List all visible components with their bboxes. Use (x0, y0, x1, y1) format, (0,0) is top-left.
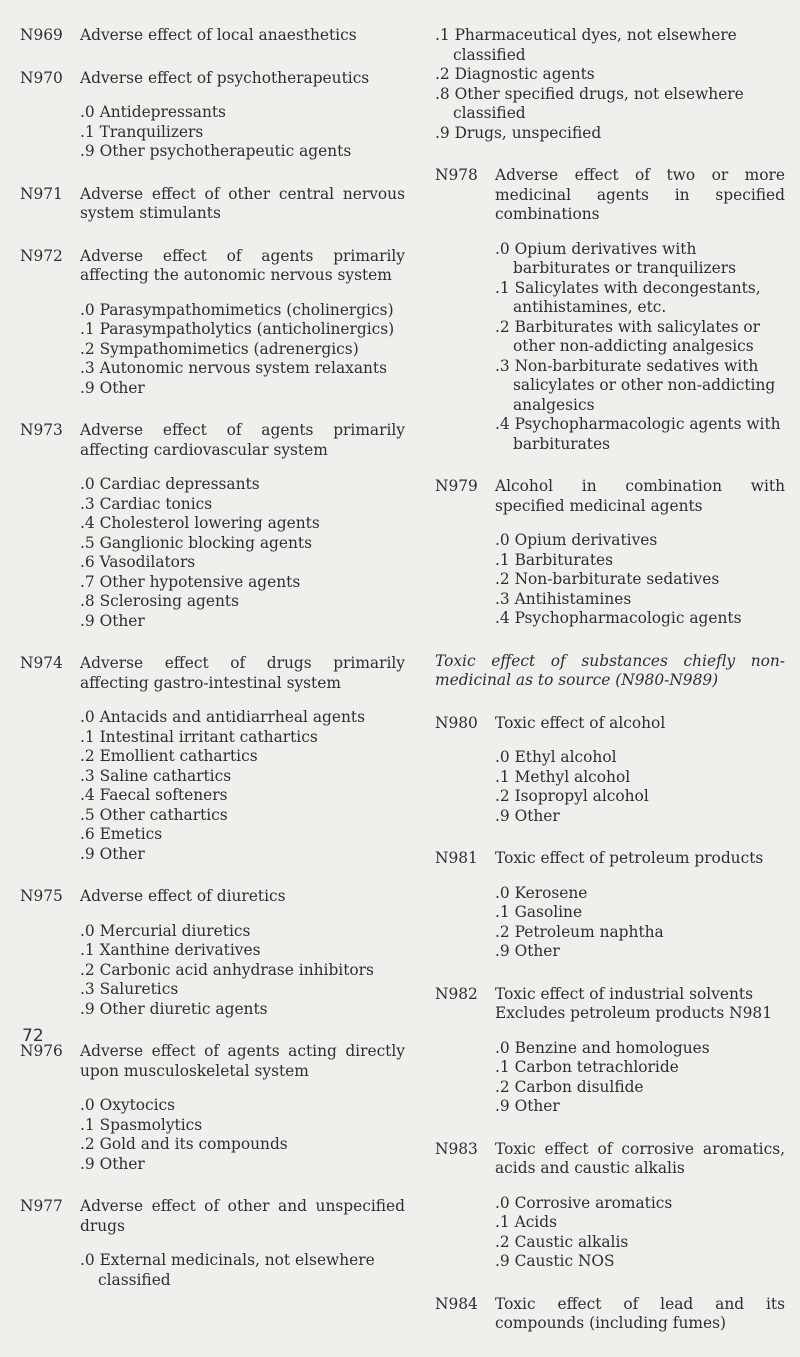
subcategory-item: .9 Other diuretic agents (80, 999, 268, 1018)
subcategory-item: .6 Vasodilators (80, 553, 196, 571)
left-column (20, 26, 405, 1313)
subcategory-list (80, 301, 405, 399)
entry-title: Adverse effect of psychotherapeutics (80, 68, 370, 87)
entry-code: N972 (20, 246, 63, 265)
subcategory-item: .8 Other specified drugs, not elsewhere classified (435, 84, 744, 122)
subcategory-item: .0 External medicinals, not elsewhere classified (80, 1251, 375, 1289)
subcategory-item: .9 Other (80, 844, 145, 863)
subcategory-item: .0 Parasympathomimetics (cholinergics) (80, 300, 394, 319)
subcategory-item: .1 Gasoline (495, 903, 583, 921)
subcategory-item: .6 Emetics (80, 825, 163, 843)
entry-code: N969 (20, 26, 63, 44)
subcategory-list (80, 922, 405, 1020)
section-heading: Toxic effect of substances chiefly non-medicinal as to source (N980-N989) (435, 651, 785, 689)
subcategory-item: .9 Caustic NOS (495, 1252, 615, 1270)
right-column (435, 26, 785, 1357)
subcategory-item: .0 Corrosive aromatics (495, 1193, 673, 1212)
entry-title: Adverse effect of agents primarily affecting cardiovascular system (80, 421, 405, 459)
subcategory-item: .9 Other (495, 806, 560, 825)
subcategory-list (495, 1039, 785, 1117)
entry-title: Alcohol in combination with specified medicinal agents (495, 477, 785, 515)
subcategory-item: .1 Pharmaceutical dyes, not elsewhere classified (435, 26, 737, 64)
entry-code: N983 (435, 1139, 478, 1158)
subcategory-item: .2 Sympathomimetics (adrenergics) (80, 339, 359, 358)
subcategory-item: .2 Isopropyl alcohol (495, 787, 649, 805)
subcategory-item: .9 Other psychotherapeutic agents (80, 142, 352, 160)
subcategory-item: .2 Non-barbiturate sedatives (495, 570, 720, 588)
subcategory-item: .2 Emollient cathartics (80, 747, 258, 765)
entry-n982 (435, 985, 785, 1117)
subcategory-item: .7 Other hypotensive agents (80, 572, 301, 591)
entry-n970 (20, 69, 405, 162)
entry-n980 (435, 714, 785, 827)
entry-code: N971 (20, 184, 63, 203)
entry-title: Adverse effect of two or more medicinal agents in specified combinations (495, 166, 785, 223)
subcategory-item: .1 Carbon tetrachloride (495, 1058, 679, 1076)
subcategory-item: .2 Caustic alkalis (495, 1232, 629, 1251)
entry-n974 (20, 654, 405, 864)
subcategory-item: .3 Saline cathartics (80, 766, 232, 785)
entry-n971 (20, 185, 405, 224)
entry-n979 (435, 477, 785, 629)
entry-title: Adverse effect of agents primarily affecting the autonomic nervous system (80, 246, 405, 284)
subcategory-item: .9 Other (80, 1154, 145, 1173)
subcategory-item: .5 Other cathartics (80, 805, 228, 824)
subcategory-item: .0 Oxytocics (80, 1096, 176, 1114)
subcategory-item: .0 Opium derivatives with barbiturates or tranquilizers (495, 239, 737, 277)
subcategory-item: .1 Intestinal irritant cathartics (80, 727, 318, 746)
entry-code: N977 (20, 1197, 63, 1215)
entry-code: N980 (435, 713, 478, 732)
subcategory-list (495, 240, 785, 455)
subcategory-list (80, 708, 405, 864)
entry-title: Adverse effect of agents acting directly upon musculoskeletal system (80, 1042, 405, 1080)
subcategory-item: .1 Acids (495, 1213, 557, 1231)
subcategory-item: .0 Kerosene (495, 883, 588, 902)
subcategory-item: .1 Tranquilizers (80, 122, 204, 141)
subcategory-item: .0 Benzine and homologues (495, 1038, 710, 1057)
subcategory-item: .1 Xanthine derivatives (80, 941, 261, 959)
subcategory-item: .1 Parasympatholytics (anticholinergics) (80, 320, 395, 338)
entry-code: N975 (20, 887, 63, 905)
subcategory-list (495, 748, 785, 826)
entry-code: N970 (20, 68, 63, 87)
subcategory-item: .4 Psychopharmacologic agents (495, 609, 742, 627)
entry-n984 (435, 1295, 785, 1334)
subcategory-item: .2 Gold and its compounds (80, 1135, 288, 1153)
subcategory-item: .2 Carbon disulfide (495, 1077, 644, 1096)
subcategory-item: .8 Sclerosing agents (80, 592, 240, 610)
entry-title: Adverse effect of other and unspecified drugs (80, 1197, 405, 1235)
subcategory-item: .1 Spasmolytics (80, 1115, 203, 1134)
subcategory-item: .2 Carbonic acid anhydrase inhibitors (80, 960, 374, 979)
entry-code: N973 (20, 421, 63, 439)
subcategory-list (80, 1251, 405, 1290)
entry-title: Adverse effect of drugs primarily affecting gastro-intestinal system (80, 654, 405, 692)
entry-title: Adverse effect of local anaesthetics (80, 26, 357, 44)
subcategory-item: .3 Saluretics (80, 980, 179, 998)
entry-code: N976 (20, 1042, 63, 1060)
entry-code: N981 (435, 849, 478, 867)
entry-n973 (20, 421, 405, 631)
subcategory-item: .0 Cardiac depressants (80, 475, 260, 493)
entry-title: Toxic effect of corrosive aromatics, acids and caustic alkalis (495, 1139, 785, 1177)
subcategory-item: .9 Other (495, 942, 560, 960)
subcategory-list (80, 1096, 405, 1174)
subcategory-item: .3 Non-barbiturate sedatives with salicylates or other non-addicting analgesics (495, 356, 776, 414)
subcategory-list (80, 475, 405, 631)
entry-n969 (20, 26, 405, 46)
subcategory-item: .4 Cholesterol lowering agents (80, 514, 320, 532)
subcategory-item: .2 Diagnostic agents (435, 65, 595, 83)
entry-code: N978 (435, 166, 478, 184)
subcategory-item: .0 Opium derivatives (495, 531, 658, 549)
subcategory-list (495, 531, 785, 629)
entry-n975 (20, 887, 405, 1019)
subcategory-item: .1 Barbiturates (495, 550, 614, 569)
subcategory-item: .0 Antacids and antidiarrheal agents (80, 708, 365, 726)
subcategory-list (495, 884, 785, 962)
entry-n976 (20, 1042, 405, 1174)
entry-code: N982 (435, 984, 478, 1003)
page-number: 72 (22, 1026, 44, 1046)
subcategory-item: .1 Methyl alcohol (495, 767, 631, 786)
entry-code: N979 (435, 477, 478, 495)
entry-title: Toxic effect of lead and its compounds (including fumes) (495, 1294, 785, 1332)
entry-n977 (20, 1197, 405, 1290)
entry-n978 (435, 166, 785, 454)
continuation-list (435, 26, 785, 143)
entry-code: N984 (435, 1294, 478, 1313)
entry-note: Excludes petroleum products N981 (495, 1004, 772, 1022)
subcategory-item: .2 Petroleum naphtha (495, 922, 664, 941)
entry-n981 (435, 849, 785, 962)
subcategory-list (495, 1194, 785, 1272)
entry-title: Adverse effect of diuretics (80, 887, 286, 905)
subcategory-item: .2 Barbiturates with salicylates or other non-addicting analgesics (495, 317, 761, 355)
entry-title: Adverse effect of other central nervous system stimulants (80, 184, 405, 222)
entry-code: N974 (20, 654, 63, 672)
subcategory-item: .0 Antidepressants (80, 103, 226, 121)
subcategory-item: .9 Drugs, unspecified (435, 123, 602, 142)
subcategory-item: .9 Other (80, 611, 145, 630)
subcategory-item: .9 Other (495, 1097, 560, 1115)
subcategory-item: .3 Cardiac tonics (80, 494, 213, 513)
entry-title: Toxic effect of petroleum products (495, 849, 764, 867)
subcategory-item: .1 Salicylates with decongestants, antihistamines, etc. (495, 278, 761, 316)
entry-n983 (435, 1140, 785, 1272)
entry-title: Toxic effect of alcohol (495, 713, 666, 732)
subcategory-item: .9 Other (80, 378, 145, 397)
subcategory-item: .3 Autonomic nervous system relaxants (80, 359, 387, 377)
entry-n972 (20, 247, 405, 399)
subcategory-item: .5 Ganglionic blocking agents (80, 533, 312, 552)
subcategory-item: .4 Psychopharmacologic agents with barbiturates (495, 415, 781, 453)
entry-title: Toxic effect of industrial solvents (495, 984, 753, 1003)
subcategory-item: .4 Faecal softeners (80, 786, 228, 804)
subcategory-item: .0 Ethyl alcohol (495, 748, 617, 766)
subcategory-item: .0 Mercurial diuretics (80, 921, 251, 940)
subcategory-item: .3 Antihistamines (495, 589, 632, 608)
subcategory-list (80, 103, 405, 162)
